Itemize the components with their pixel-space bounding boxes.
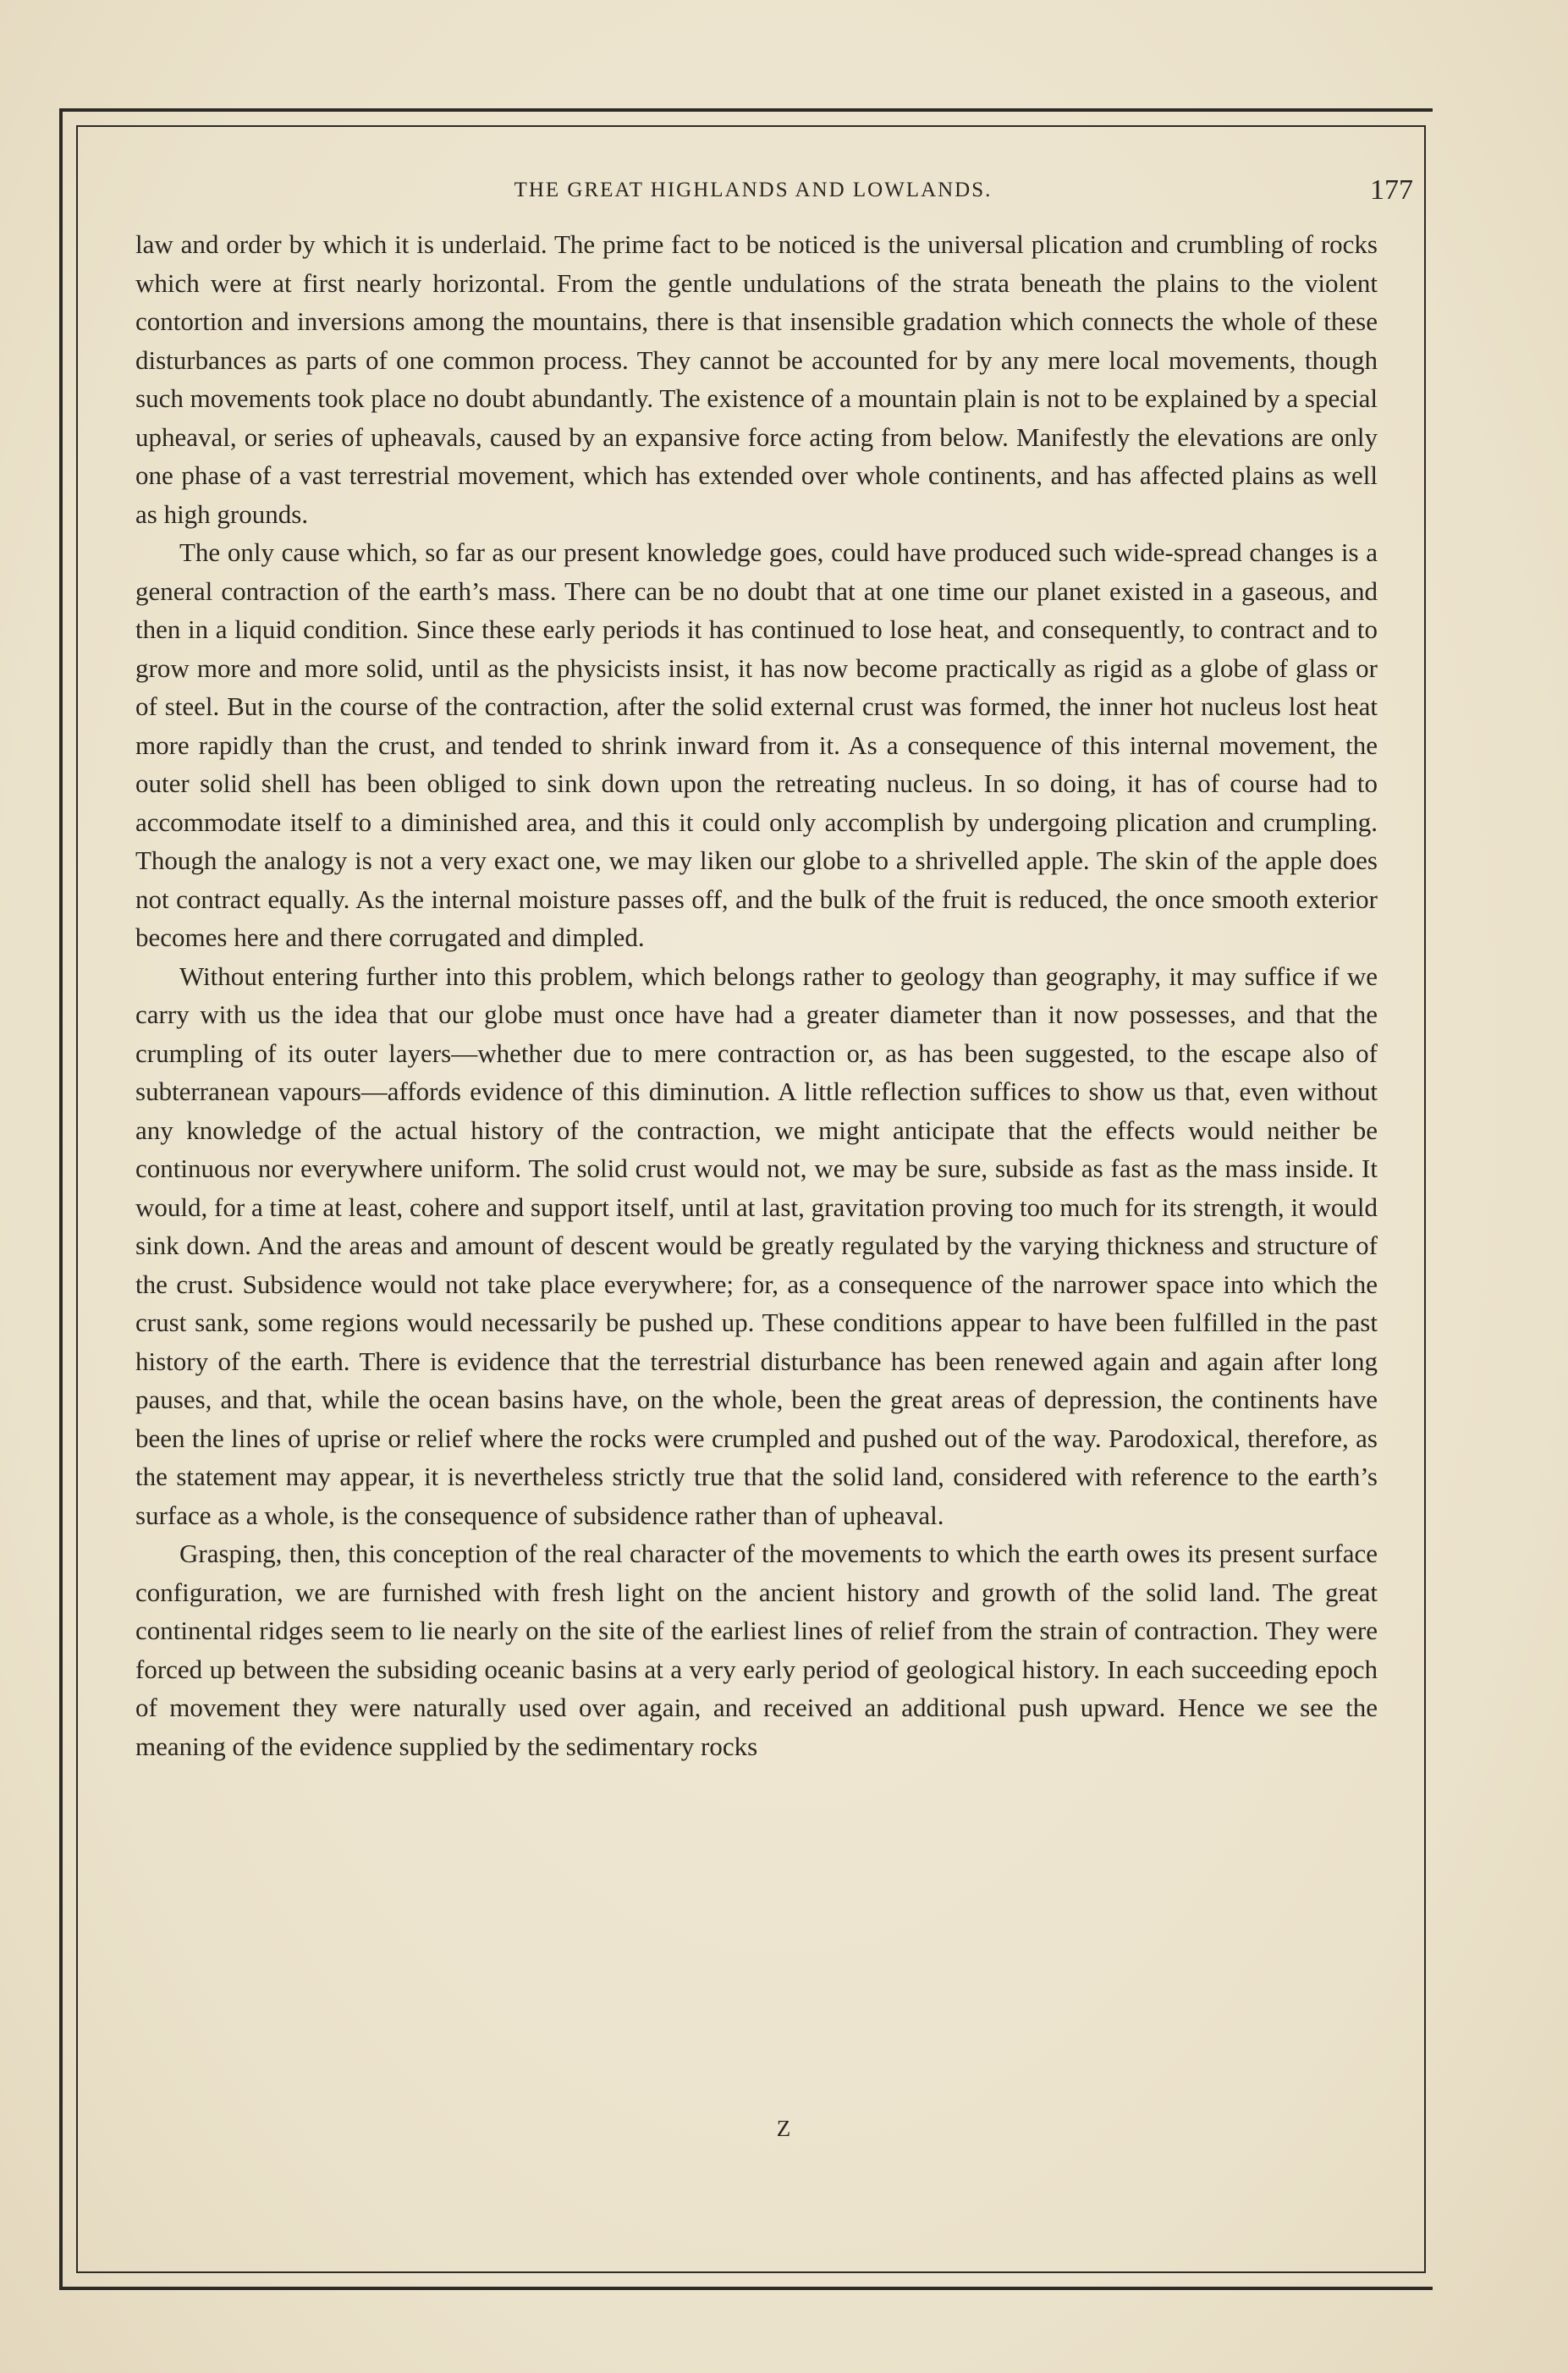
page-header [127,169,1413,212]
frame-bottom-thick-rule [59,2287,1433,2290]
paragraph-4: Grasping, then, this conception of the real character of the movements to which the earth owes its present surface configuration, we are furnished with fresh light on the ancient history and growth of the solid land. The great continental ridges seem to lie nearly on the site of the earliest lines of relief from the strain of contraction. They were forced up between the subsiding oceanic basins at a very early period of geological history. In each succeeding epoch of movement they were naturally used over again, and received an additional push upward. Hence we see the meaning of the evidence supplied by the sedimentary rocks [135,1539,1378,1761]
frame-left-thick-rule [59,108,63,2290]
paragraph-1: law and order by which it is underlaid. The prime fact to be noticed is the universal plication and crumbling of rocks which were at first nearly horizontal. From the gentle undulations of the strata beneath the plains to the violent contortion and inversions among the mountains, there is that insensible gradation which connects the whole of these disturbances as parts of one common process. They cannot be accounted for by any mere local movements, though such movements took place no doubt abundantly. The existence of a mountain plain is not to be explained by a special upheaval, or series of upheavals, caused by an expansive force acting from below. Manifestly the elevations are only one phase of a vast terrestrial movement, which has extended over whole continents, and has affected plains as well as high grounds. [135,229,1378,529]
frame-top-thick-rule [59,108,1433,112]
paragraph-2: The only cause which, so far as our present knowledge goes, could have produced such wide-spread changes is a general contraction of the earth’s mass. There can be no doubt that at one time our planet existed in a gaseous, and then in a liquid condition. Since these early periods it has continued to lose heat, and consequently, to contract and to grow more and more solid, until as the physicists insist, it has now become practically as rigid as a globe of glass or of steel. But in the course of the contraction, after the solid external crust was formed, the inner hot nucleus lost heat more rapidly than the crust, and tended to shrink inward from it. As a consequence of this internal movement, the outer solid shell has been obliged to sink down upon the retreating nucleus. In so doing, it has of course had to accommodate itself to a diminished area, and this it could only accomplish by undergoing plication and crumpling. Though the analogy is not a very exact one, we may liken our globe to a shrivelled apple. The skin of the apple does not contract equally. As the internal moisture passes off, and the bulk of the fruit is reduced, the once smooth exterior becomes here and there corrugated and dimpled. [135,537,1378,952]
page-number: 177 [1370,174,1413,206]
frame-bottom-thin-rule [76,2271,1426,2273]
paragraph-3: Without entering further into this problem, which belongs rather to geology than geography, it may suffice if we carry with us the idea that our globe must once have had a greater diameter than it now possesses, and that the crumpling of its outer layers—whether due to mere contraction or, as has been suggested, to the escape also of subterranean vapours—affords evidence of this diminution. A little reflection suffices to show us that, even without any knowledge of the actual history of the contraction, we might anticipate that the effects would neither be continuous nor everywhere uniform. The solid crust would not, we may be sure, subside as fast as the mass inside. It would, for a time at least, cohere and support itself, until at last, gravitation proving too much for its strength, it would sink down. And the areas and amount of descent would be greatly regulated by the varying thickness and structure of the crust. Subsidence would not take place everywhere; for, as a consequence of the narrower space into which the crust sank, some regions would necessarily be pushed up. These conditions appear to have been fulfilled in the past history of the earth. There is evidence that the terrestrial disturbance has been renewed again and again after long pauses, and that, while the ocean basins have, on the whole, been the great areas of depression, the continents have been the lines of uprise or relief where the rocks were crumpled and pushed out of the way. Parodoxical, therefore, as the statement may appear, it is nevertheless strictly true that the solid land, considered with reference to the earth’s surface as a whole, is the consequence of subsidence rather than of upheaval. [135,961,1378,1530]
frame-right-thin-rule [1424,125,1426,2273]
signature-mark: Z [776,2116,792,2141]
frame-left-thin-rule [76,125,78,2273]
body-text [135,225,1378,1765]
running-head: THE GREAT HIGHLANDS AND LOWLANDS. [514,179,993,201]
frame-top-thin-rule [76,125,1424,127]
